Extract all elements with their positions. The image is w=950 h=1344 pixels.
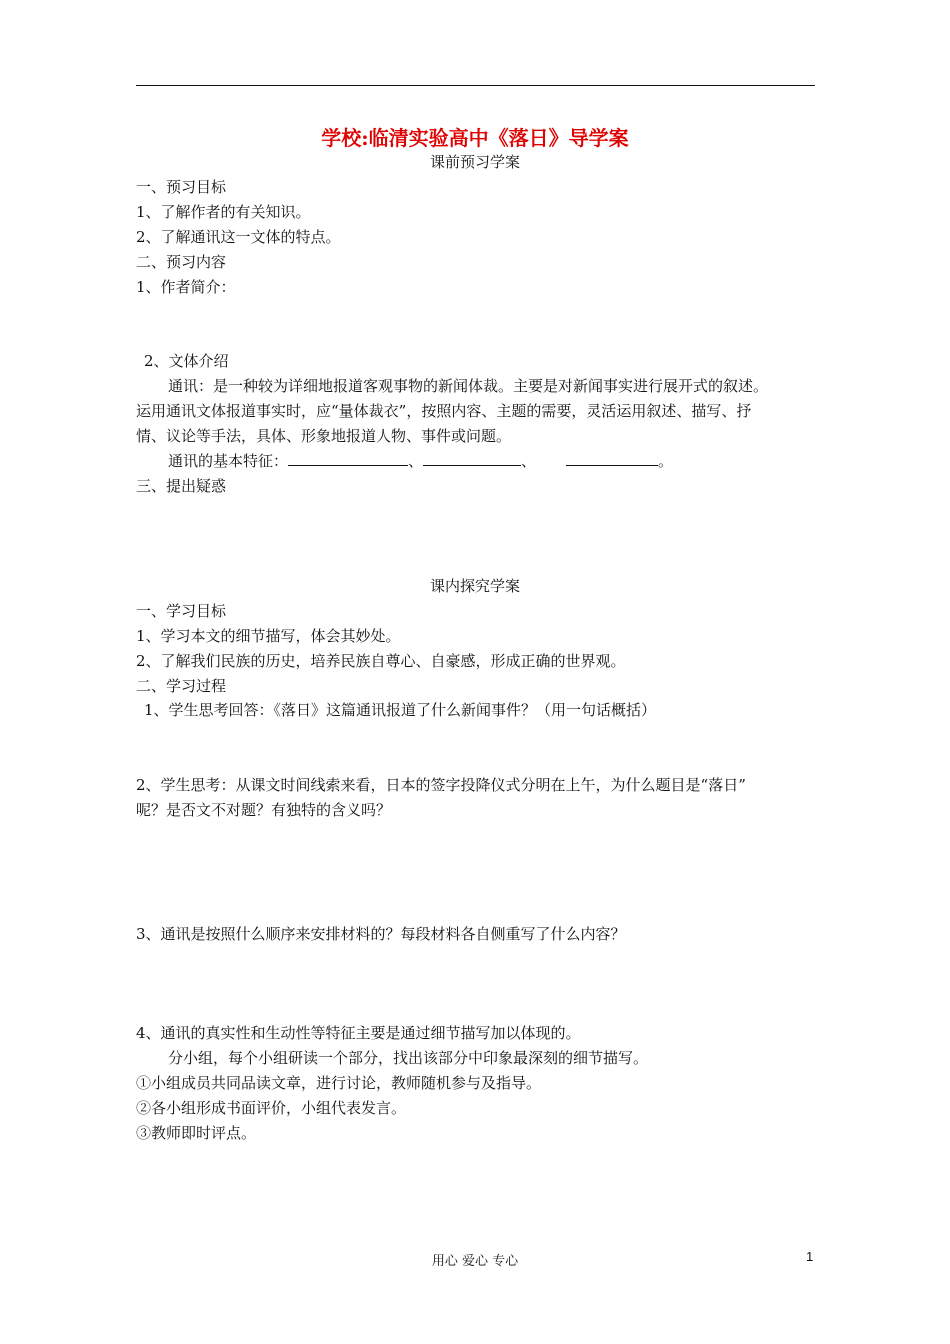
step-3: ③教师即时评点。	[136, 1124, 257, 1142]
genre-text-2: 运用通讯文体报道事实时，应“量体裁衣”，按照内容、主题的需要，灵活运用叙述、描写、抒	[136, 402, 752, 420]
preview-goal-1: 1、了解作者的有关知识。	[136, 203, 311, 221]
genre-text-3: 情、议论等手法，具体、形象地报道人物、事件或问题。	[136, 427, 512, 445]
step-1: ①小组成员共同品读文章，进行讨论，教师随机参与及指导。	[136, 1074, 542, 1092]
question-4-group: 分小组，每个小组研读一个部分，找出该部分中印象最深刻的细节描写。	[168, 1049, 649, 1067]
question-4: 4、通讯的真实性和生动性等特征主要是通过细节描写加以体现的。	[136, 1024, 581, 1042]
question-2-line-1: 2、学生思考：从课文时间线索来看，日本的签字投降仪式分明在上午，为什么题目是“落日”	[136, 776, 746, 794]
document-title: 学校:临清实验高中《落日》导学案	[321, 126, 629, 150]
feature-sep-1: 、	[408, 452, 424, 470]
feature-blank-2[interactable]	[423, 451, 521, 466]
study-goal-heading: 一、学习目标	[136, 602, 227, 620]
question-2-line-2: 呢？是否文不对题？有独特的含义吗？	[136, 801, 392, 819]
feature-end: 。	[658, 452, 674, 470]
genre-intro: 2、文体介绍	[144, 352, 229, 370]
header-rule	[136, 85, 815, 86]
genre-text-1: 通讯：是一种较为详细地报道客观事物的新闻体裁。主要是对新闻事实进行展开式的叙述。	[168, 377, 769, 395]
study-goal-2: 2、了解我们民族的历史，培养民族自尊心、自豪感，形成正确的世界观。	[136, 652, 626, 670]
preview-goal-2: 2、了解通讯这一文体的特点。	[136, 228, 341, 246]
question-1: 1、学生思考回答：《落日》这篇通讯报道了什么新闻事件？（用一句话概括）	[144, 701, 657, 719]
step-2: ②各小组形成书面评价，小组代表发言。	[136, 1099, 407, 1117]
footer-motto: 用心 爱心 专心	[431, 1254, 519, 1269]
section2-heading: 课内探究学案	[429, 577, 520, 595]
feature-sep-2: 、	[521, 452, 537, 470]
features-label: 通讯的基本特征：	[168, 452, 289, 470]
page-number: 1	[806, 1249, 814, 1264]
preview-goal-heading: 一、预习目标	[136, 178, 227, 196]
preview-content-heading: 二、预习内容	[136, 253, 227, 271]
feature-blank-1[interactable]	[288, 451, 408, 466]
feature-blank-3[interactable]	[566, 451, 658, 466]
doubts-heading: 三、提出疑惑	[136, 477, 227, 495]
question-3: 3、通讯是按照什么顺序来安排材料的？每段材料各自侧重写了什么内容？	[136, 925, 626, 943]
author-intro: 1、作者简介：	[136, 278, 236, 296]
process-heading: 二、学习过程	[136, 677, 227, 695]
section1-heading: 课前预习学案	[429, 153, 520, 171]
features-line	[168, 451, 673, 471]
study-goal-1: 1、学习本文的细节描写，体会其妙处。	[136, 627, 401, 645]
